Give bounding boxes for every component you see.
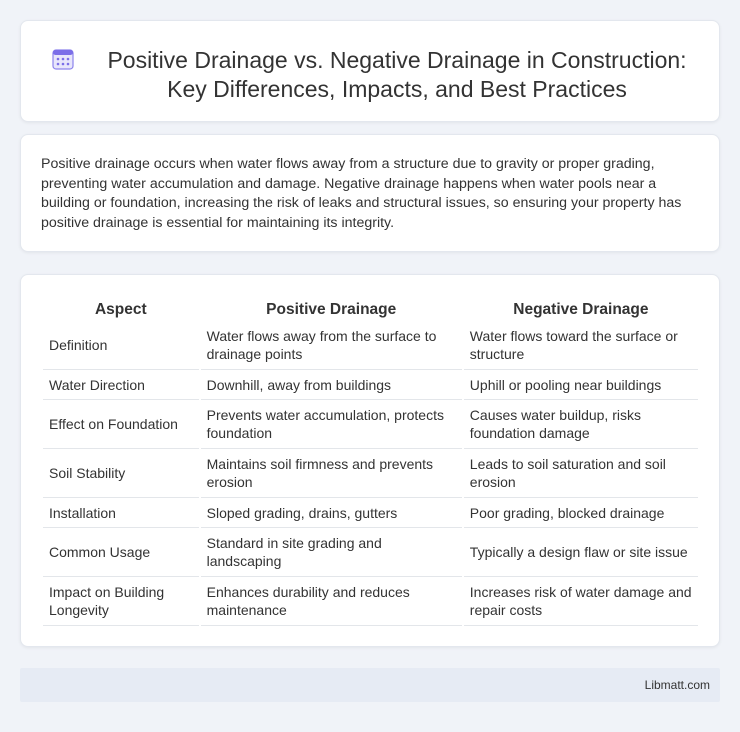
footer-bar xyxy=(20,668,720,702)
footer-brand-link[interactable]: Libmatt.com xyxy=(644,678,710,692)
row-aspect: Installation xyxy=(43,498,199,528)
row-aspect: Common Usage xyxy=(43,528,199,577)
row-negative: Uphill or pooling near buildings xyxy=(464,370,698,400)
row-aspect: Water Direction xyxy=(43,370,199,400)
table-row xyxy=(43,528,698,577)
row-negative: Poor grading, blocked drainage xyxy=(464,498,698,528)
comparison-table xyxy=(41,295,700,626)
row-positive: Sloped grading, drains, gutters xyxy=(201,498,462,528)
calendar-icon xyxy=(52,48,74,70)
row-positive: Maintains soil firmness and prevents erosion xyxy=(201,449,462,498)
row-positive: Prevents water accumulation, protects foundation xyxy=(201,400,462,449)
table-row xyxy=(43,321,698,370)
comparison-table-card xyxy=(20,274,720,647)
row-negative: Typically a design flaw or site issue xyxy=(464,528,698,577)
row-positive: Standard in site grading and landscaping xyxy=(201,528,462,577)
row-negative: Increases risk of water damage and repair costs xyxy=(464,577,698,626)
header-aspect: Aspect xyxy=(94,301,147,318)
row-negative: Leads to soil saturation and soil erosion xyxy=(464,449,698,498)
intro-card xyxy=(20,134,720,252)
header-positive-drainage: Positive Drainage xyxy=(266,301,397,318)
row-positive: Enhances durability and reduces maintenance xyxy=(201,577,462,626)
table-header-row xyxy=(43,295,698,321)
row-negative: Causes water buildup, risks foundation damage xyxy=(464,400,698,449)
header-negative-drainage: Negative Drainage xyxy=(513,301,649,318)
table-row xyxy=(43,498,698,528)
row-aspect: Effect on Foundation xyxy=(43,400,199,449)
table-row xyxy=(43,400,698,449)
page-title: Positive Drainage vs. Negative Drainage in Construction: Key Differences, Impacts, and Best Practices xyxy=(107,47,687,102)
row-aspect: Soil Stability xyxy=(43,449,199,498)
row-negative: Water flows toward the surface or structure xyxy=(464,321,698,370)
table-row xyxy=(43,370,698,400)
row-positive: Downhill, away from buildings xyxy=(201,370,462,400)
row-positive: Water flows away from the surface to drainage points xyxy=(201,321,462,370)
intro-paragraph: Positive drainage occurs when water flows away from a structure due to gravity or proper grading, preventing water accumulation and damage. Negative drainage happens when water pools near a building or foundation, increasing the risk of leaks and structural issues, so ensuring your property has positive drainage is essential for maintaining its integrity. xyxy=(41,156,682,231)
row-aspect: Definition xyxy=(43,321,199,370)
title-card xyxy=(20,20,720,122)
table-row xyxy=(43,449,698,498)
row-aspect: Impact on Building Longevity xyxy=(43,577,199,626)
table-row xyxy=(43,577,698,626)
